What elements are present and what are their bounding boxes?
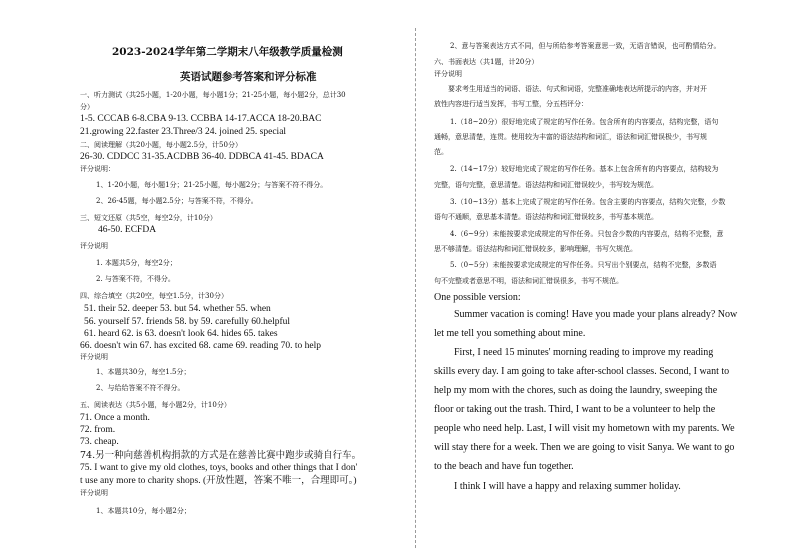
section6-intro-line1: 要求考生用适当的词语、语法、句式和词语，完整准确地表达所提示的内容，并对开 [448, 85, 707, 93]
answer-75-line2: t use any more to charity shops. (开放性题，答案不唯一，合理即可。) [80, 476, 357, 486]
grade1-line3: 范。 [434, 148, 448, 156]
section3-rule2: 2. 与答案不符，不得分。 [96, 275, 175, 283]
answer-72: 72. from. [80, 425, 116, 435]
answer-74: 74.另一种向慈善机构捐款的方式是在慈善比赛中跑步或骑自行车。 [80, 450, 362, 461]
section5-rule2: 2、意与答案表达方式不同，但与所给参考答案意思一致，无语言错误，也可酌情给分。 [450, 42, 721, 50]
essay-line5: help my mom with the chores, such as doing the laundry, sweeping the [434, 385, 718, 396]
grade5-line2: 句不完整或者意思不明，语法和词汇错误很多，书写不规范。 [434, 277, 623, 285]
essay-line2: let me tell you something about mine. [434, 328, 586, 339]
essay-heading: One possible version: [434, 292, 521, 303]
section4-heading: 四、综合填空（共20空，每空1.5分，计30分） [80, 292, 228, 300]
section3-rule1: 1. 本题共5分，每空2分； [96, 259, 177, 267]
grade3-line2: 语句不通顺，意思基本清楚。语法结构和词汇错误较多，书写基本规范。 [434, 213, 658, 221]
section6-heading: 六、书面表达（共1题，计20分） [434, 58, 539, 66]
grade2-line2: 完整，语句完整，意思清楚。语法结构和词汇错误较少，书写较为规范。 [434, 181, 658, 189]
section4-answers-line1: 51. their 52. deeper 53. but 54. whether 55. when [84, 304, 271, 314]
essay-line8: will stay there for a week. Then we are going to visit Sanya. We want to go [434, 442, 735, 453]
section4-rule2: 2、与给给答案不符不得分。 [96, 384, 185, 392]
section4-scoring-label: 评分说明 [80, 353, 108, 361]
section4-answers-line2: 56. yourself 57. friends 58. by 59. carefully 60.helpful [84, 317, 291, 327]
essay-line6: floor or taking out the trash. Third, I want to be a volunteer to help the [434, 404, 716, 415]
essay-line4: skills every day. I am going to take after-school classes. Second, I want to [434, 366, 730, 377]
grade4-line1: 4.（6~9分）未能按要求完成规定的写作任务。只包含少数的内容要点，结构不完整，意 [450, 230, 724, 238]
section4-answers-line3: 61. heard 62. is 63. doesn't look 64. hides 65. takes [84, 329, 278, 339]
section2-scoring-label: 评分说明： [80, 165, 115, 173]
section2-answers: 26-30. CDDCC 31-35.ACDBB 36-40. DDBCA 41-45. BDACA [80, 152, 324, 162]
grade3-line1: 3.（10~13分）基本上完成了规定的写作任务。包含主要的内容要点，结构欠完整，少数 [450, 198, 726, 206]
section1-heading: 一、听力测试（共25小题，1-20小题，每小题1分；21-25小题，每小题2分，总计30 [80, 91, 346, 99]
essay-line3: First, I need 15 minutes' morning reading to improve my reading [454, 347, 714, 358]
section3-scoring-label: 评分说明 [80, 242, 108, 250]
answer-75-line1: 75. I want to give my old clothes, toys, books and other things that I don' [80, 463, 358, 473]
section2-rule1: 1、1-20小题，每小题1分；21-25小题，每小题2分；与答案不符不得分。 [96, 181, 328, 189]
grade2-line1: 2.（14~17分）较好地完成了规定的写作任务。基本上包含所有的内容要点，结构较为 [450, 165, 719, 173]
section6-scoring-label: 评分说明 [434, 70, 462, 78]
document-title: 2023-2024学年第二学期末八年级教学质量检测 [112, 46, 343, 58]
section1-answers-line2: 21.growing 22.faster 23.Three/3 24. joined 25. special [80, 127, 287, 137]
column-divider [415, 28, 416, 548]
grade1-line2: 通畅，意思清楚，连贯。使用较为丰富的语法结构和词汇，语法和词汇错误极少，书写规 [434, 133, 707, 141]
document-subtitle: 英语试题参考答案和评分标准 [180, 71, 317, 83]
section4-answers-line4: 66. doesn't win 67. has excited 68. came 69. reading 70. to help [80, 341, 322, 351]
essay-line1: Summer vacation is coming! Have you made your plans already? Now [454, 309, 738, 320]
section6-intro-line2: 放性内容进行适当发挥，书写工整，分五档评分： [434, 100, 588, 108]
grade5-line1: 5.（0~5分）未能按要求完成规定的写作任务。只写出个别要点，结构不完整，多数语 [450, 261, 717, 269]
section4-rule1: 1、本题共30分，每空1.5分； [96, 368, 191, 376]
essay-line9: to the beach and have fun together. [434, 461, 574, 472]
answer-73: 73. cheap. [80, 437, 119, 447]
essay-line10: I think I will have a happy and relaxing summer holiday. [454, 481, 681, 492]
section1-heading-cont: 分） [80, 103, 94, 111]
section1-answers-line1: 1-5. CCCAB 6-8.CBA 9-13. CCBBA 14-17.ACCA 18-20.BAC [80, 114, 322, 124]
section2-rule2: 2、26-45题，每小题2.5分；与答案不符，不得分。 [96, 197, 258, 205]
grade4-line2: 思不够清楚。语法结构和词汇错误较多，影响理解，书写欠规范。 [434, 245, 637, 253]
section2-heading: 二、阅读理解（共20小题，每小题2.5分，计50分） [80, 141, 242, 149]
section5-scoring-label: 评分说明 [80, 489, 108, 497]
answer-71: 71. Once a month. [80, 413, 150, 423]
section5-rule1: 1、本题共10分，每小题2分； [96, 507, 191, 515]
grade1-line1: 1.（18~20分）很好地完成了规定的写作任务。包含所有的内容要点，结构完整，语句 [450, 118, 719, 126]
essay-line7: people who need help. Last, I will visit my hometown with my parents. We [434, 423, 735, 434]
section3-answers: 46-50. ECFDA [98, 225, 157, 235]
section5-heading: 五、阅读表达（共5小题，每小题2分，计10分） [80, 401, 231, 409]
section3-heading: 三、短文还原（共5空，每空2分，计10分） [80, 214, 217, 222]
